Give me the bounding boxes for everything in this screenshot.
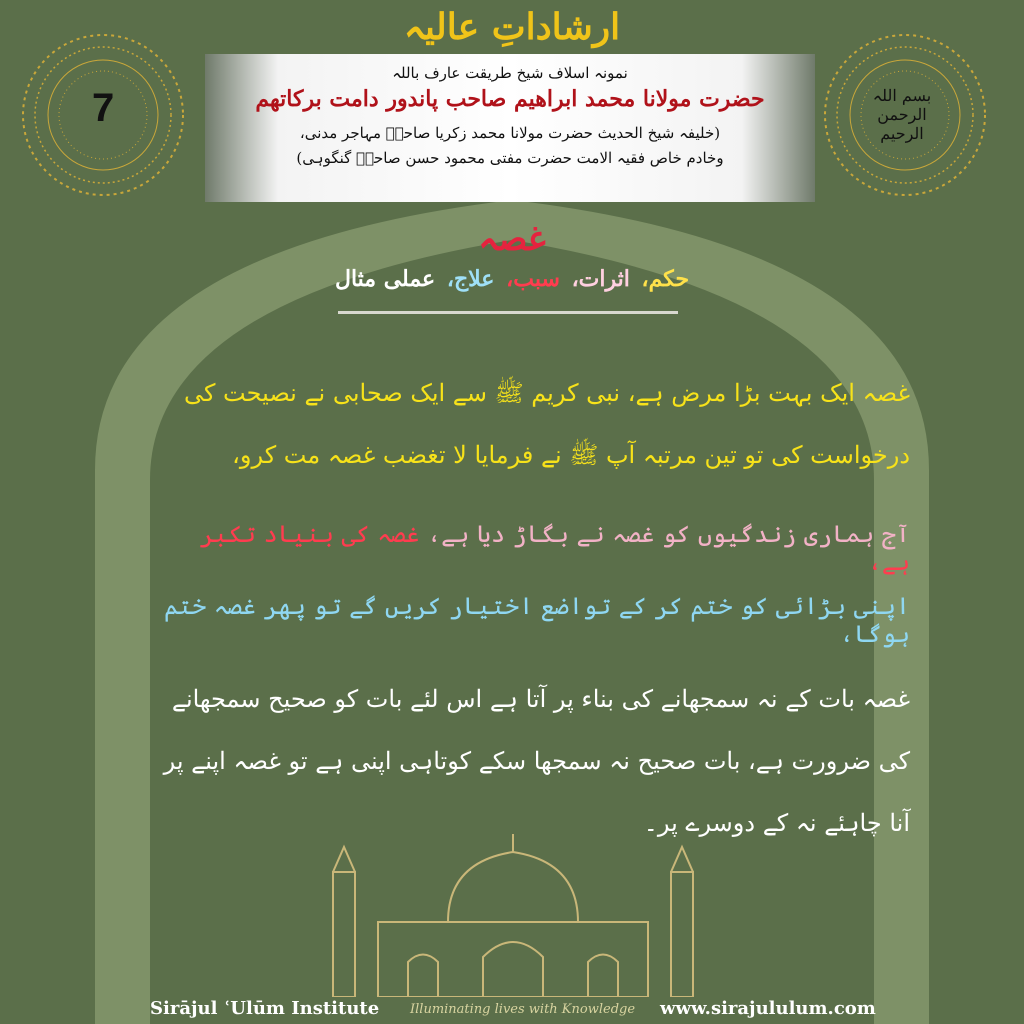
footer-website[interactable]: www.sirajululum.com <box>660 998 876 1019</box>
header-line-4: وخادم خاص فقیہ الامت حضرت مفتی محمود حسن صاحبؒ گنگوہی) <box>296 149 724 167</box>
topic-heading: غصہ <box>478 219 546 259</box>
page-title: ارشاداتِ عالیہ <box>403 6 621 48</box>
paragraph-2-highlight: غصہ کی بنیاد تکبر ہے، <box>199 520 910 576</box>
post-number: 7 <box>92 86 115 130</box>
bismillah-calligraphy: بسم اللہ الرحمن الرحیم <box>872 86 932 143</box>
mosque-illustration <box>318 832 708 997</box>
footer-institute: Sirājul ʿUlūm Institute <box>150 998 380 1019</box>
subtopic-item: حکم، <box>641 266 690 292</box>
footer-tagline: Illuminating lives with Knowledge <box>410 1002 636 1017</box>
subtopic-underline <box>338 311 678 314</box>
header-line-3: (خلیفہ شیخ الحدیث حضرت مولانا محمد زکریا صاحبؒ مہاجر مدنی، <box>299 124 721 142</box>
header-line-2: حضرت مولانا محمد ابراھیم صاحب پاندور دامت برکاتھم <box>255 86 765 112</box>
subtopic-item: عملی مثال <box>334 266 436 292</box>
header-card <box>205 54 815 202</box>
subtopic-item: سبب، <box>506 266 560 292</box>
paragraph-2-main: آج ہماری زندگیوں کو غصہ نے بگاڑ دیا ہے، <box>419 520 910 548</box>
paragraph-3: اپنی بڑائی کو ختم کر کے تواضع اختیار کریں گے تو پھر غصہ ختم ہوگا، <box>163 592 910 648</box>
footer <box>0 998 1024 1024</box>
paragraph-4: غصہ بات کے نہ سمجھانے کی بناء پر آتا ہے اس لئے بات کو صحیح سمجھانے کی ضرورت ہے، بات صحیح نہ سمجھا سکے کوتاہی اپنی ہے تو غصہ اپنے پر آنا چاہئے نہ کے دوسرے پر۔ <box>163 685 910 837</box>
paragraph-2 <box>150 520 910 576</box>
subtopic-item: علاج، <box>446 266 495 292</box>
subtopic-item: اثرات، <box>571 266 630 292</box>
subtopic-list <box>0 266 1024 292</box>
header-line-1: نمونہ اسلاف شیخ طریقت عارف باللہ <box>392 64 628 82</box>
paragraph-1: غصہ ایک بہت بڑا مرض ہے، نبی کریم ﷺ سے ایک صحابی نے نصیحت کی درخواست کی تو تین مرتبہ آپ ﷺ نے فرمایا لا تغضب غصہ مت کرو، <box>183 379 910 469</box>
